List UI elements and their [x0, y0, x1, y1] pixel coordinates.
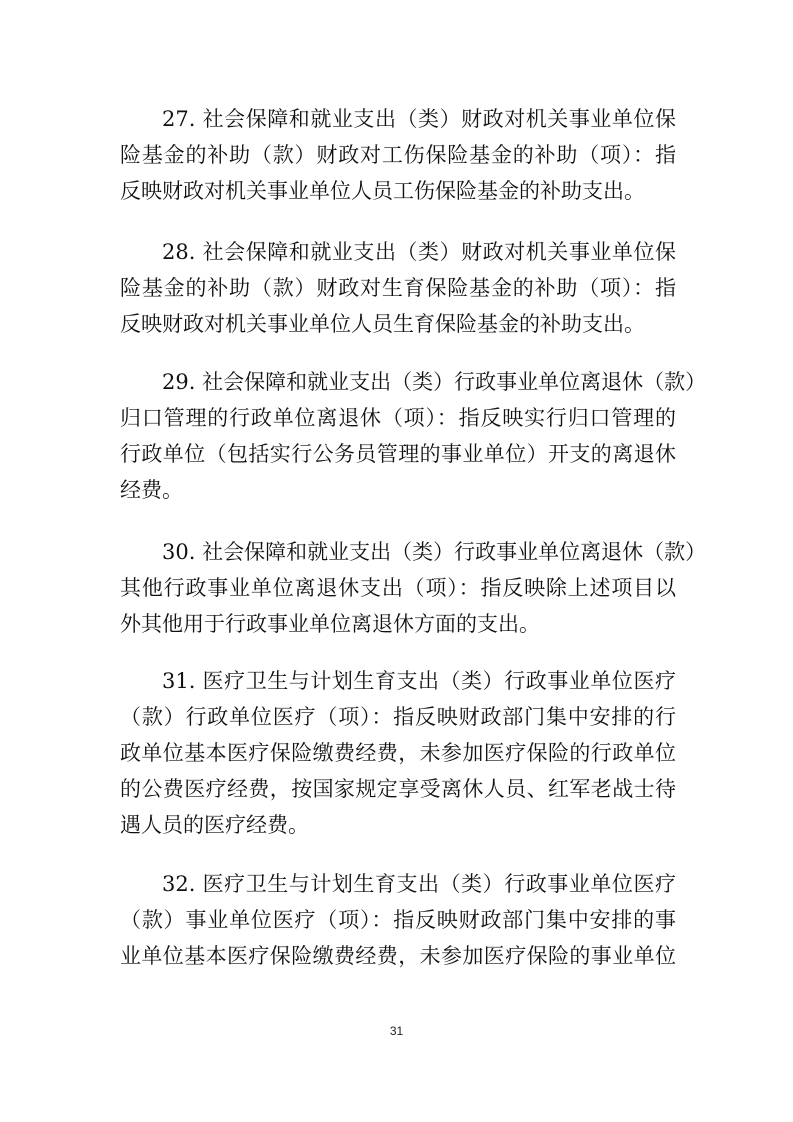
paragraph-30 — [120, 534, 707, 642]
text-line: 遇人员的医疗经费。 — [120, 813, 309, 837]
text-line: 归口管理的行政单位离退休（项）：指反映实行归口管理的 — [120, 406, 676, 430]
text-line: 30. 社会保障和就业支出（类）行政事业单位离退休（款） — [162, 540, 707, 564]
text-line: 反映财政对机关事业单位人员工伤保险基金的补助支出。 — [120, 179, 645, 203]
text-line: 29. 社会保障和就业支出（类）行政事业单位离退休（款） — [162, 370, 707, 394]
paragraph-28 — [120, 234, 676, 342]
text-line: 32. 医疗卫生与计划生育支出（类）行政事业单位医疗 — [162, 872, 676, 896]
text-line: 经费。 — [120, 478, 183, 502]
text-line: 政单位基本医疗保险缴费经费，未参加医疗保险的行政单位 — [120, 741, 676, 765]
text-line: 31. 医疗卫生与计划生育支出（类）行政事业单位医疗 — [162, 669, 676, 693]
paragraph-32 — [120, 866, 676, 974]
text-line: 险基金的补助（款）财政对生育保险基金的补助（项）：指 — [120, 276, 676, 300]
paragraph-29 — [120, 364, 707, 508]
text-line: 行政单位（包括实行公务员管理的事业单位）开支的离退休 — [120, 442, 676, 466]
paragraph-27 — [120, 101, 676, 209]
text-line: 的公费医疗经费，按国家规定享受离休人员、红军老战士待 — [120, 777, 676, 801]
text-line: 险基金的补助（款）财政对工伤保险基金的补助（项）：指 — [120, 143, 676, 167]
page-number: 31 — [389, 1024, 404, 1038]
text-line: 其他行政事业单位离退休支出（项）：指反映除上述项目以 — [120, 576, 676, 600]
text-line: 业单位基本医疗保险缴费经费，未参加医疗保险的事业单位 — [120, 944, 676, 968]
text-line: 反映财政对机关事业单位人员生育保险基金的补助支出。 — [120, 312, 645, 336]
text-line: （款）事业单位医疗（项）：指反映财政部门集中安排的事 — [120, 908, 676, 932]
text-line: 28. 社会保障和就业支出（类）财政对机关事业单位保 — [162, 240, 676, 264]
paragraph-31 — [120, 663, 676, 843]
text-line: （款）行政单位医疗（项）：指反映财政部门集中安排的行 — [120, 705, 676, 729]
text-line: 外其他用于行政事业单位离退休方面的支出。 — [120, 612, 540, 636]
text-line: 27. 社会保障和就业支出（类）财政对机关事业单位保 — [162, 107, 676, 131]
